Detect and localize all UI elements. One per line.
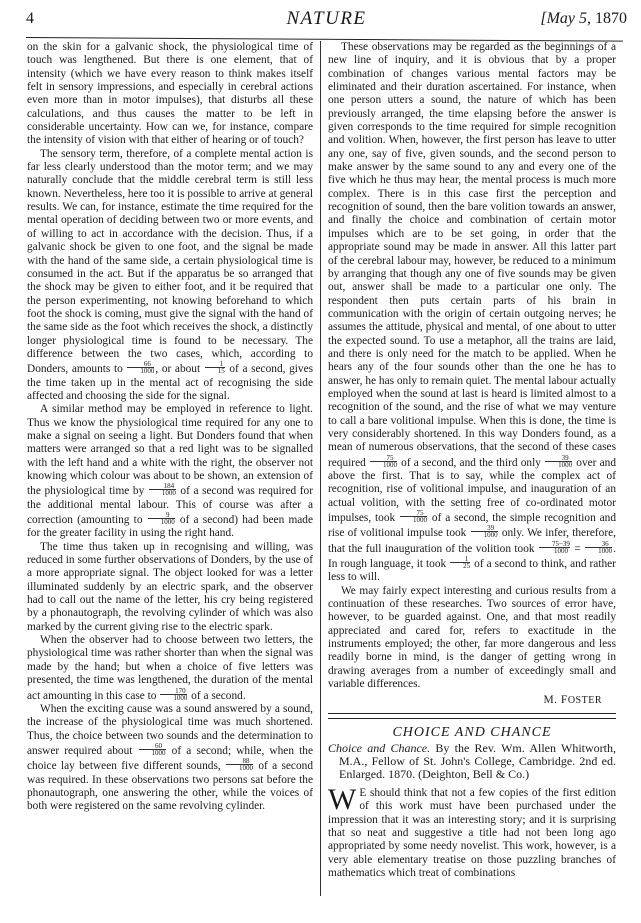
paragraph-text: We may fairly expect interesting and curious results from a continuation of these researches. Two sources of error have, however, to be guarded against. One, and that most readily appreciated and cared for, refers to exactitude in the instruments employed; the other, far more dangerous and less readily borne in mind, is the danger of getting wrong in drawing averages from a number of exceedingly small and variable differences. (328, 584, 616, 691)
review-body (328, 782, 616, 880)
fraction-denominator: 1000 (558, 460, 573, 469)
date-bracket: [ (540, 10, 547, 27)
paragraph (27, 541, 313, 634)
fraction-denominator: 1000 (151, 748, 166, 757)
paragraph-text: , or about (155, 363, 204, 376)
page-header (26, 8, 627, 34)
paragraph-text: . In rough language, it took (328, 542, 616, 571)
review-text: E should think that not a few copies of the first edition of this work must have been purchased under the impression that it was an interesting story; and it is surprising that so neat and suggestive a title had not been long ago appropriated by some needy novelist. This work, however, is a very able elementary treatise on those puzzling branches of mathematics which treat of combinations (328, 786, 616, 879)
signature-rest: OSTER (567, 694, 602, 706)
author-signature (328, 694, 616, 707)
paragraph-text: of a second, and the third only (397, 456, 545, 469)
fraction-denominator: 1000 (413, 516, 428, 525)
paragraph (27, 634, 313, 703)
fraction-denominator: 1000 (483, 531, 498, 540)
book-title: Choice and Chance. (328, 740, 431, 755)
fraction (205, 361, 225, 374)
left-column (27, 41, 313, 814)
paragraph-text: of a second to think, and rather less to will. (328, 558, 616, 584)
issue-date (540, 10, 627, 28)
fraction-numerator: 39 (545, 455, 572, 462)
drop-cap: W (328, 782, 357, 816)
book-citation (328, 742, 616, 781)
fraction (471, 525, 498, 538)
paragraph-text: of a second was required for the additional mental labour. This of course was after a correction (amounting to (27, 485, 313, 527)
paragraph-text: = (570, 542, 585, 555)
fraction-denominator: 1000 (161, 489, 176, 498)
fraction-numerator: 1 (205, 361, 225, 368)
paragraph-text: of a second, the simple recognition and rise of volitional impulse took (328, 512, 616, 540)
fraction-numerator: 75−39 (539, 541, 570, 548)
citation-details: By the Rev. Wm. Allen Whitworth, M.A., Fellow of St. John's College, Cambridge. 2nd ed. Enlarged. 1870. (Deighton, Bell & Co.) (339, 740, 616, 781)
fraction (149, 483, 176, 496)
article-body-continued (328, 41, 616, 692)
fraction-denominator: 1000 (160, 518, 175, 527)
paragraph (328, 585, 616, 692)
fraction-denominator: 15 (217, 367, 225, 376)
fraction (139, 743, 166, 756)
fraction-numerator: 60 (139, 743, 166, 750)
date-year: 1870 (595, 10, 627, 27)
fraction-denominator: 1000 (140, 367, 155, 376)
fraction (226, 758, 253, 771)
section-divider (328, 713, 616, 719)
fraction-denominator: 1000 (553, 546, 568, 555)
fraction-numerator: 75 (400, 510, 427, 517)
paragraph-text: The sensory term, therefore, of a complete mental action is far less clearly understood than the motor term; and we may naturally conclude that the middle cerebral term is still less known. Nevertheless, here too it is possible to arrive at general results. We can, for instance, estimate the time required for the mental operation of deciding between two or more events, and of willing to act in accordance with the decision. Thus, if a galvanic shock be given to one foot, and the signal be made with the hand of the same side, a certain physiological time is consumed in the act. But if the apparatus be so arranged that the shock may be given to either foot, and it be required that the person experimenting, not knowing beforehand to which foot the shock is coming, must give the signal with the hand of the same side as the foot which receives the shock, a distinctly longer physiological time is found to be necessary. The difference between the two cases, which, according to Donders, amounts to (27, 147, 313, 376)
paragraph-text: When the observer had to choose between two letters, the physiological time was rather shorter than when the signal was made by the hand; but when a choice of five letters was presented, the time was lengthened, the duration of the mental act amounting in this case to (27, 634, 313, 702)
review-section-title: CHOICE AND CHANCE (392, 724, 552, 740)
review-paragraph (328, 782, 616, 880)
paragraph-text: on the skin for a galvanic shock, the physiological time of touch was lengthened. But there is one element, that of intensity (which we have every reason to think makes itself felt in sensory impressions, and especially in cerebral actions even more than in motor impulses), that disturbs all these calculations, and thus causes the matter to be left in considerable uncertainty. How can we, for instance, compare the intensity of vision with that either of hearing or of touch? (27, 41, 313, 147)
fraction (450, 556, 470, 569)
paragraph-text: These observations may be regarded as the beginnings of a new line of inquiry, and it is obvious that by a proper combination of changes various mental factors may be eliminated and their duration ascertained. For instance, when one person utters a sound, the nature of which has been previously arranged, the time elapsing before the answer is given corresponds to the time required for simple recognition and volition. When, however, the first person has leave to utter any one, say of five, given sounds, and the second person to make answer by the same sound to any and every one of the five which he thus may hear, the mental process is much more complex. There is in this case first the perception and recognition of sound, then the bare volition towards an answer, and finally the choice and combination of certain motor impulses which are to be set going, in order that the appropriate sound may be made in answer. All this latter part of the cerebral labour may, however, be reduced to a minimum by arranging that though any one of five sounds may be given out, answer shall be made to a particular one only. The respondent then puts certain parts of his brain in communication with the origin of certain outgoing nerves; he assumes the attitude, physical and mental, of one about to utter the expected sound. To use a metaphor, all the trains are laid, and there is only need for the match to be applied. When he hears any of the four sounds other than the one he has to answer, he has only to remain quiet. The mental labour actually employed when the sound at last is heard is limited almost to a recognition of the sound, and the rise of what we may venture to call a bare volitional impulse. When this is done, the time is very considerably shortened. In this way Donders found, as a mean of numerous observations, that the second of these cases required (328, 41, 616, 469)
fraction-denominator: 1000 (173, 693, 188, 702)
fraction-numerator: 9 (148, 512, 175, 519)
fraction-denominator: 25 (463, 562, 471, 571)
paragraph-text: only. We infer, therefore, that the full inauguration of the volition took (328, 527, 616, 555)
journal-title: NATURE (286, 8, 367, 29)
paragraph (27, 703, 313, 814)
fraction (160, 688, 187, 701)
paragraph-text: A similar method may be employed in reference to light. Thus we know the physiological time required for any one to make a signal on seeing a light. But Donders found that when matters were arranged so that a red light was to be signalled with the left hand and a white with the right, the observer not knowing which colour was about to be shown, an extension of the physiological time by (27, 403, 313, 498)
paragraph-text: of a second was required. In these observations two persons sat before the phonautograph, one answering the other, while the voices of both were registered on the same revolving cylinder. (27, 760, 313, 813)
paragraph-text: When the exciting cause was a sound answered by a sound, the increase of the physiological time was much shortened. Thus, the choice between two sounds and the determination to answer required about (27, 702, 313, 757)
signature-initial: M. F (543, 693, 568, 706)
paragraph-text: of a second) had been made for the greater facility in using the right hand. (27, 514, 314, 540)
fraction (545, 455, 572, 468)
fraction (585, 541, 612, 554)
paragraph (328, 41, 616, 585)
fraction (370, 455, 397, 468)
fraction-denominator: 1000 (598, 546, 613, 555)
paragraph (27, 403, 313, 540)
fraction-numerator: 184 (149, 483, 176, 490)
paragraph-text: of a second; while, when the choice lay between five different sounds, (27, 744, 313, 773)
paragraph-text: of a second, gives the time taken up in the mental act of recognising the side affected and choosing the side for the signal. (27, 363, 314, 402)
fraction-numerator: 75 (370, 455, 397, 462)
fraction-numerator: 88 (226, 758, 253, 765)
column-divider (320, 41, 321, 896)
page-number: 4 (26, 10, 34, 27)
fraction-numerator: 36 (585, 541, 612, 548)
fraction (127, 361, 154, 374)
fraction-numerator: 1 (450, 556, 470, 563)
paragraph-text: over and above the first. That is to say, while the complex act of recognition, rise of volitional impulse, and inauguration of an actual volition, with the setting free of co-ordinated motor impulses, took (328, 456, 616, 525)
fraction-numerator: 66 (127, 361, 154, 368)
fraction-numerator: 39 (471, 525, 498, 532)
paragraph-text: of a second. (188, 689, 246, 702)
paragraph-text: The time thus taken up in recognising and willing, was reduced in some further observations of Donders, by the use of a more appropriate signal. The object looked for was a letter illuminated suddenly by an electric spark, and the observer had to call out the name of the letter, his cry being registered by a phonautograph, the revolving cylinder of which was also marked by the current giving rise to the electric spark. (27, 540, 313, 633)
fraction-numerator: 170 (160, 688, 187, 695)
fraction (400, 510, 427, 523)
fraction-denominator: 1000 (239, 764, 254, 773)
right-column (328, 41, 616, 880)
fraction (539, 541, 570, 554)
paragraph (27, 148, 313, 404)
date-text: May 5, (546, 10, 595, 27)
paragraph (27, 41, 313, 148)
fraction-denominator: 1000 (382, 460, 397, 469)
fraction (148, 512, 175, 525)
